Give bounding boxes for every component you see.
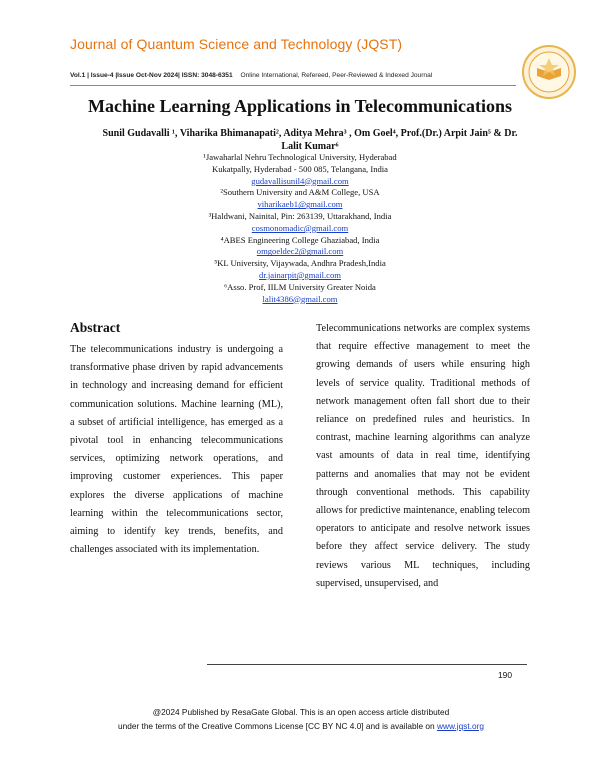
journal-title: Journal of Quantum Science and Technology (JQST) [70, 36, 403, 52]
footer-license-text: under the terms of the Creative Commons License [CC BY NC 4.0] and is available on [117, 720, 435, 731]
affiliations [150, 152, 450, 305]
footer-line-1: @2024 Published by ResaGate Global. This is an open access article distributed [152, 707, 450, 717]
page-number: 190 [498, 670, 512, 680]
author-list: Sunil Gudavalli ¹, Viharika Bhimanapati², Aditya Mehra³ , Om Goel⁴, Prof.(Dr.) Arpit Jain⁵ & Dr. Lalit Kumar⁶ [102, 128, 518, 152]
email-link[interactable]: gudavallisunil4@gmail.com [251, 175, 349, 186]
body-column [316, 320, 530, 593]
affiliation-6: ⁶Asso. Prof, IILM University Greater Noida lalit4386@gmail.com [150, 282, 450, 306]
header-divider [70, 85, 516, 86]
footer-divider [207, 664, 527, 665]
affiliation-1: ¹Jawaharlal Nehru Technological University, Hyderabad Kukatpally, Hyderabad - 500 085, Telangana, India gudavallisunil4@gmail.com [150, 152, 450, 187]
footer-line-2 [70, 720, 532, 734]
footer [70, 706, 532, 733]
journal-website-link[interactable]: www.jqst.org [436, 720, 484, 731]
issue-info [70, 72, 432, 79]
paper-title: Machine Learning Applications in Telecommunications [87, 96, 513, 116]
abstract-column [70, 320, 283, 559]
affiliation-2: ²Southern University and A&M College, USA viharikaeb1@gmail.com [150, 187, 450, 211]
abstract-text: The telecommunications industry is undergoing a transformative phase driven by rapid advancements in technology and increasing demand for efficient communication solutions. Machine learning (ML), a subset of artificial intelligence, has emerged as a pivotal tool in enhancing telecommunications services, optimizing network operations, and improving customer experiences. This paper explores the diverse applications of machine learning within the telecommunications sector, aiming to identify key trends, benefits, and challenges associated with its implementation. [70, 344, 283, 556]
email-link[interactable]: viharikaeb1@gmail.com [257, 199, 343, 210]
email-link[interactable]: lalit4386@gmail.com [262, 293, 338, 304]
journal-logo-icon [521, 44, 577, 100]
affiliation-3: ³Haldwani, Nainital, Pin: 263139, Uttarakhand, India cosmonomadic@gmail.com [150, 211, 450, 235]
issue-details: Vol.1 | Issue-4 |Issue Oct-Nov 2024| ISSN: 3048-6351 [70, 72, 233, 79]
abstract-heading: Abstract [70, 320, 121, 335]
email-link[interactable]: omgoeldec2@gmail.com [256, 246, 344, 257]
affiliation-5: ⁵KL University, Vijaywada, Andhra Pradesh,India dr.jainarpit@gmail.com [150, 258, 450, 282]
email-link[interactable]: dr.jainarpit@gmail.com [259, 269, 341, 280]
issue-description: Online International, Refereed, Peer-Reviewed & Indexed Journal [240, 72, 433, 79]
body-text: Telecommunications networks are complex systems that require effective management to meet the growing demands of users while ensuring high levels of service quality. Traditional methods of network management often fall short due to their reliance on predefined rules and heuristics. In contrast, machine learning algorithms can analyze vast amounts of data in real time, identifying patterns and anomalies that may not be evident through conventional methods. This capability allows for predictive maintenance, enabling telecom operators to anticipate and resolve network issues before they affect service delivery. The study reviews various ML techniques, including supervised, unsupervised, and [316, 323, 530, 589]
affiliation-4: ⁴ABES Engineering College Ghaziabad, India omgoeldec2@gmail.com [150, 235, 450, 259]
email-link[interactable]: cosmonomadic@gmail.com [251, 222, 349, 233]
